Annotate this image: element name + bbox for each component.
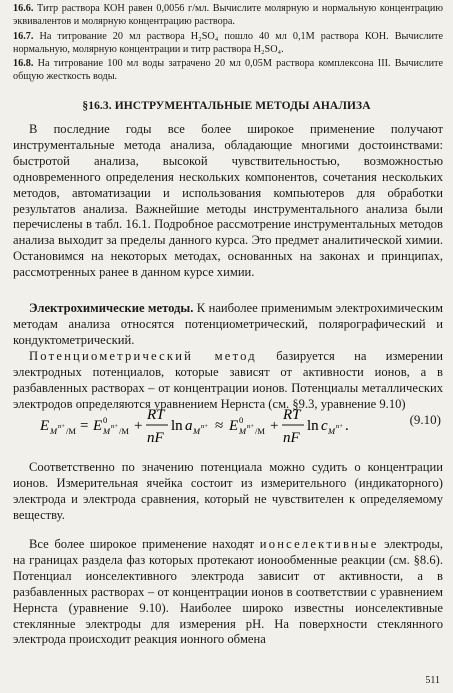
term-ion-selective: ионселективные xyxy=(259,537,379,551)
paragraph-text: Соответственно по значению потенциала можно судить о концентрации ионов. Измерительная ячейка состоит из измерительного (индикаторного) электрода и электрода сравнения, который не чувствителен к определяемому веществу. xyxy=(13,460,443,522)
svg-text:nF: nF xyxy=(283,430,300,446)
svg-text:0: 0 xyxy=(103,415,108,425)
svg-text:n+: n+ xyxy=(58,423,65,430)
svg-text:M: M xyxy=(193,426,201,436)
svg-text:E: E xyxy=(93,418,103,434)
svg-text:ln: ln xyxy=(307,418,319,434)
problem-number: 16.8. xyxy=(13,58,34,69)
svg-text:c: c xyxy=(321,418,328,434)
svg-text:E: E xyxy=(229,418,239,434)
equation-number: (9.10) xyxy=(409,412,441,427)
problem-16-8 xyxy=(13,57,443,83)
svg-text:M: M xyxy=(328,426,336,436)
problem-16-7 xyxy=(13,30,443,56)
svg-text:/M: /M xyxy=(66,426,76,436)
problem-text: Титр раствора КОН равен 0,0056 г/мл. Вычислите молярную и нормальную концентрацию эквивалентов и молярную концентрацию раствора. xyxy=(13,3,443,27)
svg-text:n+: n+ xyxy=(201,423,208,430)
svg-text:≈: ≈ xyxy=(215,418,224,434)
svg-text:/M: /M xyxy=(119,426,129,436)
svg-text:RT: RT xyxy=(147,407,165,423)
paragraph-intro xyxy=(13,122,443,281)
svg-text:+: + xyxy=(134,418,143,434)
svg-text:n+: n+ xyxy=(247,423,254,430)
svg-text:M: M xyxy=(103,426,111,436)
svg-text:n+: n+ xyxy=(336,423,343,430)
paragraph-electrochemical xyxy=(13,301,443,349)
svg-text:=: = xyxy=(80,418,89,434)
problem-16-6 xyxy=(13,2,443,28)
paragraph-text: К наиболее применимым электрохимическим методам анализа относятся потенциометрический, полярографический и кондуктометрический. xyxy=(13,301,443,347)
section-title: §16.3. ИНСТРУМЕНТАЛЬНЫЕ МЕТОДЫ АНАЛИЗА xyxy=(82,100,371,112)
paragraph-text: Все более широкое применение находят xyxy=(29,537,260,551)
svg-text:/M: /M xyxy=(255,426,265,436)
svg-text:nF: nF xyxy=(147,430,164,446)
term-potentiometric: Потенциометрический метод xyxy=(29,349,257,363)
paragraph-text: В последние годы все более широкое применение получают инструментальные метода анализа, обладающие многими достоинствами: быстротой анализа, высокой чувствительностью, возможностью одновременного определения нескольких компонентов, сочетания нескольких методов, автоматизации и использования компьютеров для обработки результатов анализа. Важнейшие методы инструментального анализа были перечислены в табл. 16.1. Подробное рассмотрение инструментальных методов анализа выходит за пределы данного курса. Это предмет аналитической химии. Остановимся на некоторых методах, основанных на законах и принципах, рассмотренных ранее в данном курсе химии. xyxy=(13,122,443,280)
nernst-equation xyxy=(40,399,440,447)
page-number: 511 xyxy=(425,675,440,686)
paragraph-text: электроды, на границах раздела фаз которых протекают ионообменные реакции (см. §8.6). Потенциал ионселективного электрода зависит от активности, а в разбавленных растворах – от концентрации ионов в соответствии с уравнением Нернста (уравнение 9.10). Наиболее широко известны ионселективные стеклянные электроды для измерения pH. На поверхности стеклянного электрода происходит реакция ионного обмена xyxy=(13,537,444,647)
problem-number: 16.7. xyxy=(13,31,34,42)
svg-text:.: . xyxy=(345,418,349,434)
svg-text:RT: RT xyxy=(283,407,301,423)
svg-text:0: 0 xyxy=(239,415,244,425)
paragraph-ion-selective xyxy=(13,537,443,648)
svg-text:M: M xyxy=(50,426,58,436)
svg-text:+: + xyxy=(270,418,279,434)
problem-text: На титрование 20 мл раствора H₂SO₄ пошло 40 мл 0,1М раствора КОН. Вычислите нормальную, молярную концентрации и титр раствора H₂SO₄. xyxy=(13,31,444,55)
paragraph-text: базируется на измерении электродных потенциалов, которые зависят от активности ионов, а в разбавленных растворах – от концентрации ионов. Потенциалы металлических электродов определяются уравнением Нернста (см. §9.3, уравнение 9.10) xyxy=(13,349,443,411)
paragraph-measurement-cell xyxy=(13,460,443,524)
svg-text:M: M xyxy=(239,426,247,436)
svg-text:a: a xyxy=(185,418,193,434)
svg-text:ln: ln xyxy=(171,418,183,434)
problem-text: На титрование 100 мл воды затрачено 20 мл 0,05М раствора комплексона III. Вычислите общую жесткость воды. xyxy=(13,58,444,82)
svg-text:E: E xyxy=(40,418,50,434)
term-electrochemical: Электрохимические методы. xyxy=(29,301,194,315)
svg-text:n+: n+ xyxy=(111,423,118,430)
problem-number: 16.6. xyxy=(13,3,34,14)
